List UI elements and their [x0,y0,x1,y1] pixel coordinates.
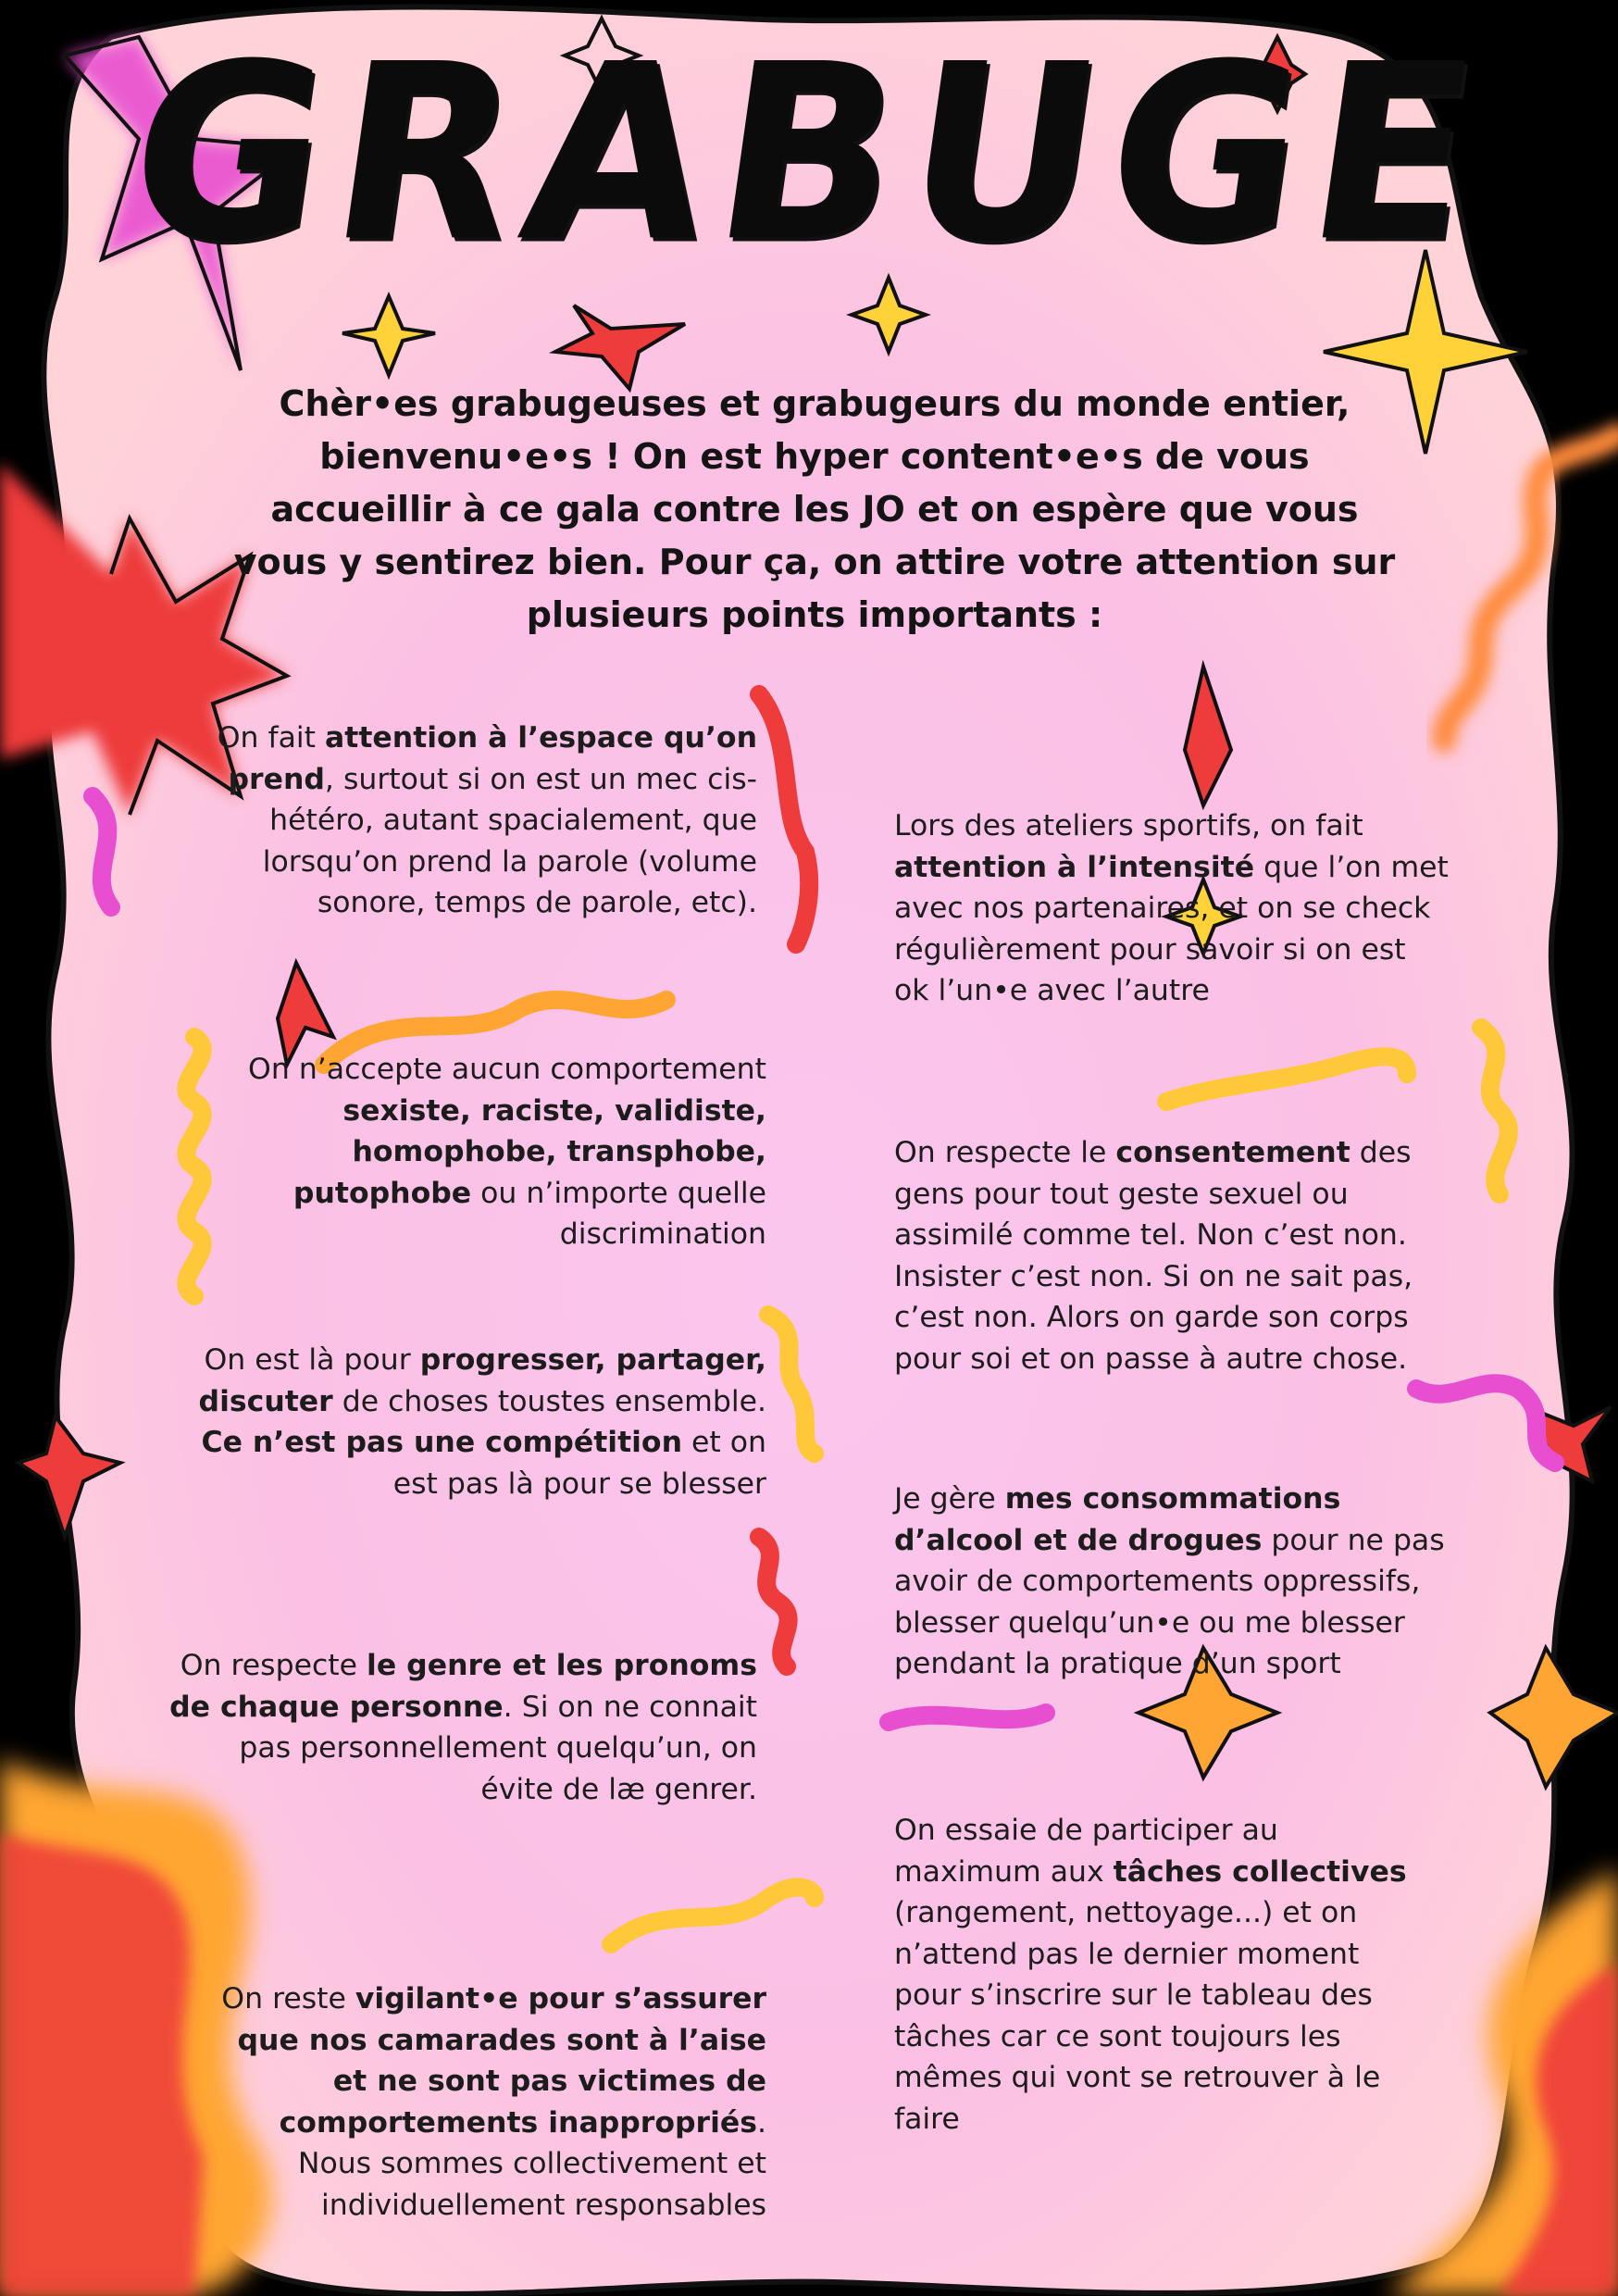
rule-discrimination: On n’accepte aucun comportement sexiste, raciste, validiste, homophobe, transphobe, putophobe ou n’importe quelle discrimination [248,1053,766,1251]
rule-progress: On est là pour progresser, partager, discuter de choses toustes ensemble. Ce n’est pas une compétition et on est pas là pour se blesser [198,1343,766,1501]
rule-consumption: Je gère mes consommations d’alcool et de drogues pour ne pas avoir de comportements oppressifs, blesser quelqu’un•e ou me blesser pendant la pratique d’un sport [894,1482,1445,1680]
page-title: GRABUGE [114,11,1504,295]
rule-vigilance: On reste vigilant•e pour s’assurer que nos camarades sont à l’aise et ne sont pas victimes de comportements inappropriés. Nous sommes collectivement et individuellement responsables [221,1982,766,2222]
rule-space: On fait attention à l’espace qu’on prend, surtout si on est un mec cis-hétéro, autant spacialement, que lorsqu’on prend la parole (volume sonore, temps de parole, etc). [217,721,757,919]
rule-consent: On respecte le consentement des gens pour tout geste sexuel ou assimilé comme tel. Non c’est non. Insister c’est non. Si on ne sait pas, c’est non. Alors on garde son corps pour soi et on passe à autre chose. [894,1136,1413,1376]
rule-gender: On respecte le genre et les pronoms de chaque personne. Si on ne connait pas personnellement quelqu’un, on évite de læ genrer. [169,1649,757,1806]
rule-collective-tasks: On essaie de participer au maximum aux tâches collectives (rangement, nettoyage...) et on n’attend pas le dernier moment pour s’inscrire sur le tableau des tâches car ce sont toujours les mêmes qui vont se retrouver à le faire [894,1814,1407,2136]
rule-intensity: Lors des ateliers sportifs, on fait attention à l’intensité que l’on met avec nos partenaires, et on se check régulièrement pour savoir si on est ok l’un•e avec l’autre [894,809,1449,1007]
intro-paragraph: Chèr•es grabugeuses et grabugeurs du monde entier, bienvenu•e•s ! On est hyper content•e•s de vous accueillir à ce gala contre les JO et on espère que vous vous y sentirez bien. Pour ça, on attire votre attention sur plusieurs points importants : [233,383,1396,635]
